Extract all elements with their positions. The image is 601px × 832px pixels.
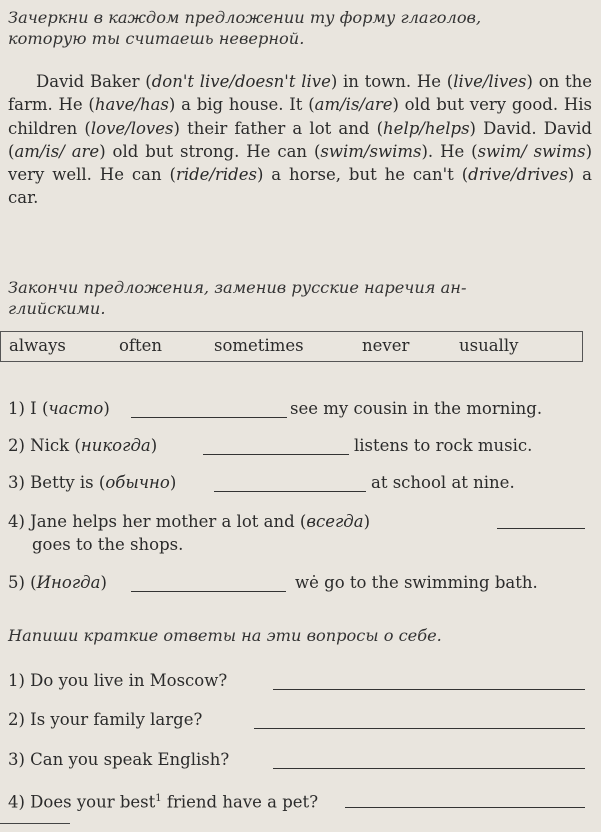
verb-choice[interactable]: love/loves	[90, 118, 174, 138]
sentence-text: 3) Betty is (	[8, 473, 106, 492]
question-3: 3) Can you speak English?	[8, 750, 230, 769]
sentence-1-end: see my cousin in the morning.	[290, 399, 543, 418]
word-box	[0, 331, 583, 362]
task1-instruction-line1: Зачеркни в каждом предложении ту форму глаголов,	[8, 8, 482, 27]
russian-adverb: никогда	[80, 436, 151, 455]
task1-paragraph	[8, 70, 592, 210]
question-1: 1) Do you live in Moscow?	[8, 671, 228, 690]
answer-line-q2[interactable]	[254, 728, 585, 729]
answer-blank-4[interactable]	[497, 528, 585, 529]
task1-instruction-line2: которую ты считаешь неверной.	[8, 29, 305, 48]
word-often: often	[119, 336, 163, 355]
para-text: ) old but very good. His children (	[8, 95, 592, 138]
answer-blank-1[interactable]	[131, 417, 287, 418]
russian-adverb: обычно	[105, 473, 170, 492]
task2-instruction	[8, 277, 593, 319]
para-text: ) their father a lot and (	[173, 118, 384, 138]
word-usually: usually	[459, 336, 519, 355]
verb-choice[interactable]: am/is/are	[314, 95, 393, 115]
sentence-4	[8, 512, 370, 532]
sentence-text: )	[169, 473, 177, 492]
para-text: ) in town. He (	[330, 72, 454, 91]
sentence-text: )	[363, 512, 371, 531]
answer-blank-2[interactable]	[203, 454, 349, 455]
word-always: always	[9, 336, 66, 355]
word-never: never	[362, 336, 410, 355]
sentence-5	[8, 573, 107, 593]
para-text: ) a big house. It (	[168, 95, 315, 115]
task3-instruction: Напиши краткие ответы на эти вопросы о себе.	[8, 626, 442, 645]
para-text: ) very well. He can (	[8, 141, 593, 185]
sentence-3-end: at school at nine.	[371, 473, 515, 492]
verb-choice[interactable]: am/is/ are	[14, 141, 100, 161]
verb-choice[interactable]: don't live/doesn't live	[151, 72, 331, 91]
sentence-1	[8, 399, 110, 419]
task1-instruction	[8, 7, 593, 49]
para-text: ) a car.	[8, 165, 592, 208]
sentence-text: 1) I (	[8, 399, 49, 418]
verb-choice[interactable]: swim/swims	[320, 141, 422, 161]
sentence-text: 5) (	[8, 573, 37, 592]
footnote-marker: 1	[155, 793, 162, 804]
para-text: ) old but strong. He can (	[99, 141, 321, 161]
task2-instruction-line1: Закончи предложения, заменив русские наречия ан-	[8, 278, 467, 297]
question-2: 2) Is your family large?	[8, 710, 203, 729]
answer-line-q4[interactable]	[345, 807, 585, 808]
word-sometimes: sometimes	[214, 336, 304, 355]
footnote-divider	[0, 823, 70, 824]
sentence-text: )	[103, 399, 110, 418]
sentence-2	[8, 436, 157, 456]
answer-blank-3[interactable]	[214, 491, 366, 492]
russian-adverb: часто	[48, 399, 104, 418]
verb-choice[interactable]: have/has	[94, 95, 169, 115]
sentence-2-end: listens to rock music.	[354, 436, 533, 455]
sentence-text: )	[100, 573, 107, 592]
russian-adverb: Иногда	[36, 573, 101, 592]
answer-line-q1[interactable]	[273, 689, 585, 690]
para-text: ). He (	[421, 141, 478, 161]
question-text: 4) Does your best	[8, 792, 156, 812]
verb-choice[interactable]: swim/ swims	[477, 141, 586, 161]
sentence-text: 2) Nick (	[8, 436, 81, 455]
russian-adverb: всегда	[306, 512, 364, 531]
sentence-4-cont: goes to the shops.	[32, 535, 184, 554]
para-text: ) a horse, but he can't (	[256, 165, 469, 185]
question-text: friend have a pet?	[161, 792, 319, 812]
para-text: ) on the farm. He (	[8, 72, 592, 115]
para-text: David Baker (	[36, 72, 152, 91]
task2-instruction-line2: глийскими.	[8, 299, 106, 318]
verb-choice[interactable]: ride/rides	[175, 165, 257, 185]
question-4	[8, 789, 318, 813]
sentence-5-end: wė go to the swimming bath.	[295, 573, 538, 592]
sentence-text: )	[150, 436, 158, 455]
verb-choice[interactable]: drive/drives	[468, 165, 568, 185]
verb-choice[interactable]: live/lives	[453, 72, 527, 91]
sentence-text: 4) Jane helps her mother a lot and (	[8, 512, 307, 531]
answer-blank-5[interactable]	[131, 591, 286, 592]
para-text: ) David. David (	[8, 118, 592, 161]
verb-choice[interactable]: help/helps	[383, 118, 470, 138]
sentence-3	[8, 473, 176, 493]
answer-line-q3[interactable]	[273, 768, 585, 769]
